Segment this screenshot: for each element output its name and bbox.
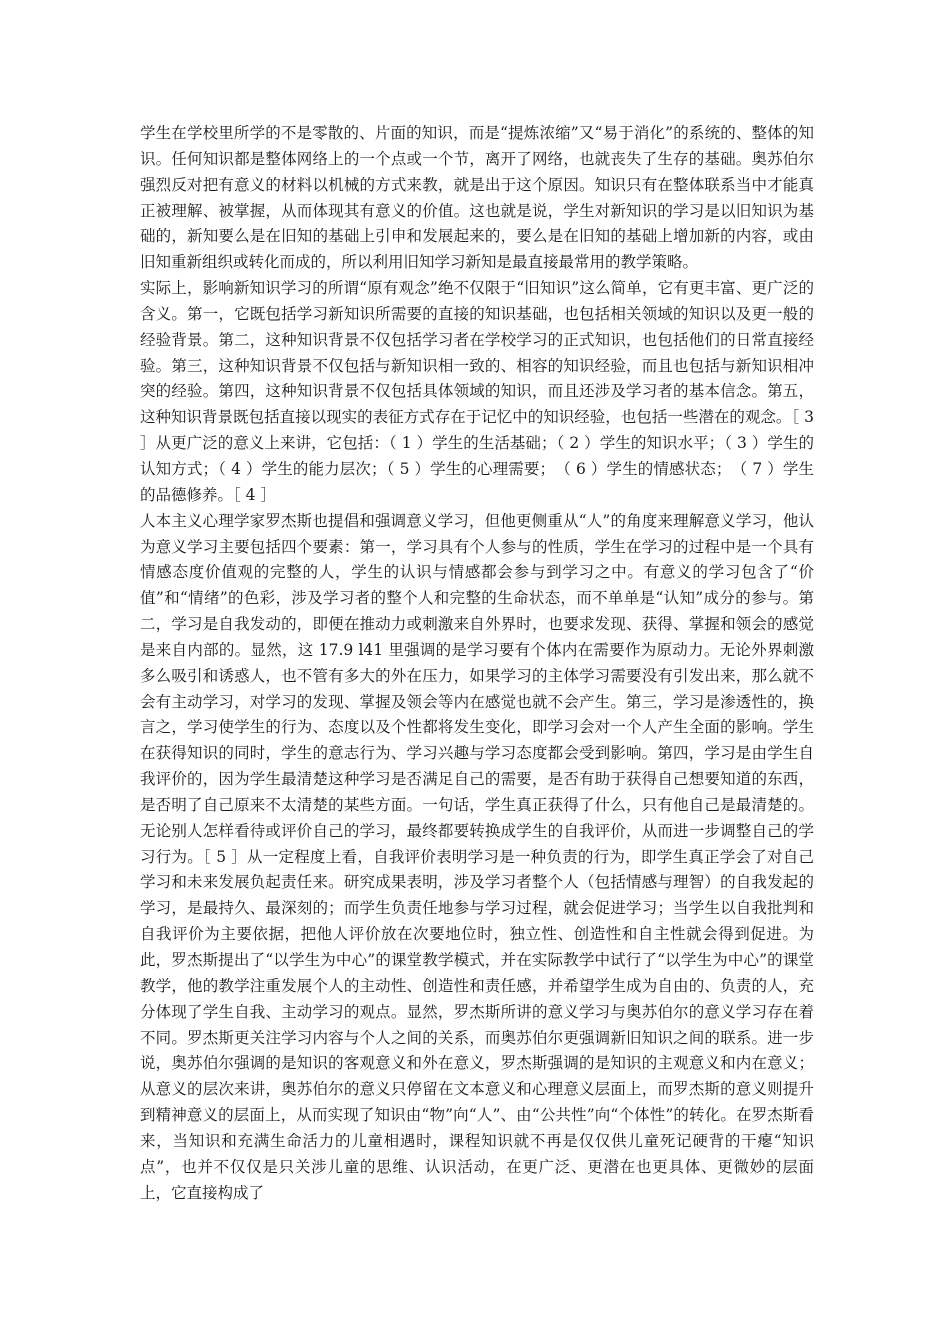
- document-body: [140, 121, 814, 1206]
- paragraph-original-concepts: 实际上，影响新知识学习的所谓“原有观念”绝不仅限于“旧知识”这么简单，它有更丰富、更广泛的含义。第一，它既包括学习新知识所需要的直接的知识基础，也包括相关领域的知识以及更一般的经验背景。第二，这种知识背景不仅包括学习者在学校学习的正式知识，也包括他们的日常直接经验。第三，这种知识背景不仅包括与新知识相一致的、相容的知识经验，而且也包括与新知识相冲突的经验。第四，这种知识背景不仅包括具体领域的知识，而且还涉及学习者的基本信念。第五，这种知识背景既包括直接以现实的表征方式存在于记忆中的知识经验，也包括一些潜在的观念。［ 3 ］从更广泛的意义上来讲，它包括：（ 1 ）学生的生活基础；（ 2 ）学生的知识水平；（ 3 ）学生的认知方式；（ 4 ）学生的能力层次；（ 5 ）学生的心理需要； （ 6 ）学生的情感状态； （ 7 ）学生的品德修养。［ 4 ］: [140, 279, 814, 504]
- paragraph-rogers-meaningful-learning: 人本主义心理学家罗杰斯也提倡和强调意义学习，但他更侧重从“人”的角度来理解意义学习，他认为意义学习主要包括四个要素：第一，学习具有个人参与的性质，学生在学习的过程中是一个具有情感态度价值观的完整的人，学生的认识与情感都会参与到学习之中。有意义的学习包含了“价值”和“情绪”的色彩，涉及学习者的整个人和完整的生命状态，而不单单是“认知”成分的参与。第二，学习是自我发动的，即便在推动力或刺激来自外界时，也要求发现、获得、掌握和领会的感觉是来自内部的。显然，这 17.9 l41 里强调的是学习要有个体内在需要作为原动力。无论外界刺激多么吸引和诱惑人，也不管有多大的外在压力，如果学习的主体学习需要没有引发出来，那么就不会有主动学习，对学习的发现、掌握及领会等内在感觉也就不会产生。第三，学习是渗透性的，换言之，学习使学生的行为、态度以及个性都将发生变化，即学习会对一个人产生全面的影响。学生在获得知识的同时，学生的意志行为、学习兴趣与学习态度都会受到影响。第四，学习是由学生自我评价的，因为学生最清楚这种学习是否满足自己的需要，是否有助于获得自己想要知道的东西，是否明了自己原来不太清楚的某些方面。一句话，学生真正获得了什么，只有他自己是最清楚的。无论别人怎样看待或评价自己的学习，最终都要转换成学生的自我评价，从而进一步调整自己的学习行为。［ 5 ］从一定程度上看，自我评价表明学习是一种负责的行为，即学生真正学会了对自己学习和未来发展负起责任来。研究成果表明，涉及学习者整个人（包括情感与理智）的自我发起的学习，是最持久、最深刻的；而学生负责任地参与学习过程，就会促进学习；当学生以自我批判和自我评价为主要依据，把他人评价放在次要地位时，独立性、创造性和自主性就会得到促进。为此，罗杰斯提出了“以学生为中心”的课堂教学模式，并在实际教学中试行了“以学生为中心”的课堂教学，他的教学注重发展个人的主动性、创造性和责任感，并希望学生成为自由的、负责的人，充分体现了学生自我、主动学习的观点。显然，罗杰斯所讲的意义学习与奥苏伯尔的意义学习存在着不同。罗杰斯更关注学习内容与个人之间的关系，而奥苏伯尔更强调新旧知识之间的联系。进一步说，奥苏伯尔强调的是知识的客观意义和外在意义，罗杰斯强调的是知识的主观意义和内在意义；从意义的层次来讲，奥苏伯尔的意义只停留在文本意义和心理意义层面上，而罗杰斯的意义则提升到精神意义的层面上，从而实现了知识由“物”向“人”、由“公共性”向“个体性”的转化。在罗杰斯看来，当知识和充满生命活力的儿童相遇时，课程知识就不再是仅仅供儿童死记硬背的干瘪“知识点”，也并不仅仅是只关涉儿童的思维、认识活动，在更广泛、更潜在也更具体、更微妙的层面上，它直接构成了: [140, 511, 814, 1202]
- paragraph-prior-knowledge: 学生在学校里所学的不是零散的、片面的知识，而是“提炼浓缩”又“易于消化”的系统的、整体的知识。任何知识都是整体网络上的一个点或一个节，离开了网络，也就丧失了生存的基础。奥苏伯尔强烈反对把有意义的材料以机械的方式来教，就是出于这个原因。知识只有在整体联系当中才能真正被理解、被掌握，从而体现其有意义的价值。这也就是说，学生对新知识的学习是以旧知识为基础的，新知要么是在旧知的基础上引申和发展起来的，要么是在旧知的基础上增加新的内容，或由旧知重新组织或转化而成的，所以利用旧知学习新知是最直接最常用的教学策略。: [140, 124, 814, 272]
